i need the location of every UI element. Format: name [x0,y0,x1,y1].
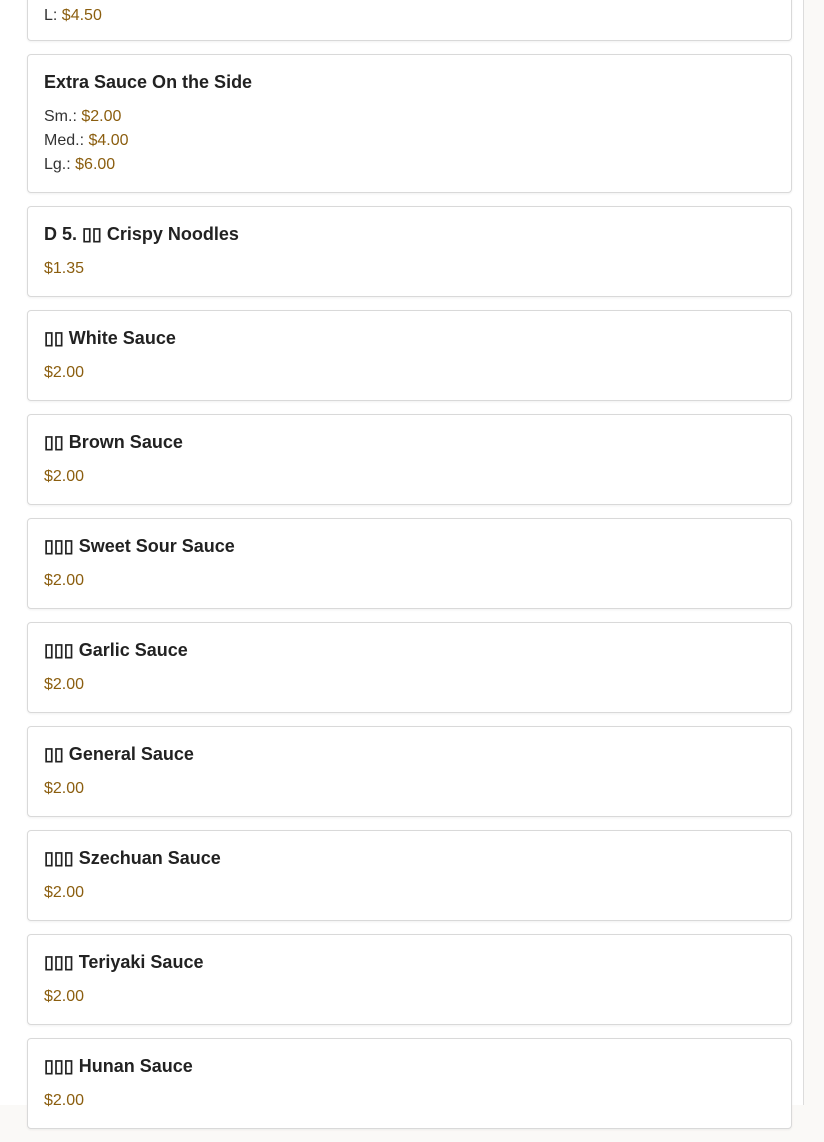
menu-item-card[interactable] [27,54,792,193]
price-line [44,129,775,153]
size-label: Lg.: [44,156,71,173]
price-line [44,105,775,129]
price-value: $2.00 [44,468,85,485]
menu-item-name: ▯▯▯ Szechuan Sauce [44,848,221,868]
price-value: $2.00 [44,884,85,901]
price-value: $2.00 [44,1092,85,1109]
price-value: $2.00 [44,364,85,381]
menu-item-name: Extra Sauce On the Side [44,72,253,92]
menu-item-name: ▯▯▯ Teriyaki Sauce [44,952,204,972]
menu-item-list [27,0,792,1142]
price-line [44,881,775,905]
price-value: $2.00 [44,676,85,693]
size-label: Sm.: [44,108,77,125]
size-label: Med.: [44,132,85,149]
price-value: $6.00 [75,156,116,173]
menu-item-name: ▯▯▯ Sweet Sour Sauce [44,536,235,556]
price-value: $2.00 [81,108,122,125]
price-value: $1.35 [44,260,85,277]
menu-item-card[interactable] [27,206,792,297]
price-line [44,153,775,177]
size-label: L: [44,7,58,24]
menu-item-card[interactable] [27,726,792,817]
menu-item-card[interactable] [27,1038,792,1129]
price-value: $2.00 [44,988,85,1005]
menu-item-card[interactable] [27,310,792,401]
price-line [44,361,775,385]
menu-item-name: ▯▯ Brown Sauce [44,432,183,452]
menu-item-card[interactable] [27,830,792,921]
price-value: $2.00 [44,572,85,589]
price-line [44,985,775,1009]
menu-item-name: ▯▯▯ Hunan Sauce [44,1056,193,1076]
price-line [44,673,775,697]
price-value: $2.00 [44,780,85,797]
menu-item-name: ▯▯▯ Garlic Sauce [44,640,188,660]
price-line [44,569,775,593]
menu-item-card[interactable] [27,518,792,609]
menu-item-name: D 5. ▯▯ Crispy Noodles [44,224,239,244]
price-line [44,5,775,27]
price-line [44,465,775,489]
menu-item-name: ▯▯ General Sauce [44,744,194,764]
menu-item-card[interactable] [27,414,792,505]
price-line [44,257,775,281]
menu-item-card[interactable] [27,622,792,713]
price-line [44,777,775,801]
price-value: $4.50 [61,7,102,24]
menu-item-card[interactable] [27,934,792,1025]
price-value: $4.00 [88,132,129,149]
menu-item-name: ▯▯ White Sauce [44,328,176,348]
menu-item-card[interactable] [27,0,792,41]
price-line [44,1089,775,1113]
